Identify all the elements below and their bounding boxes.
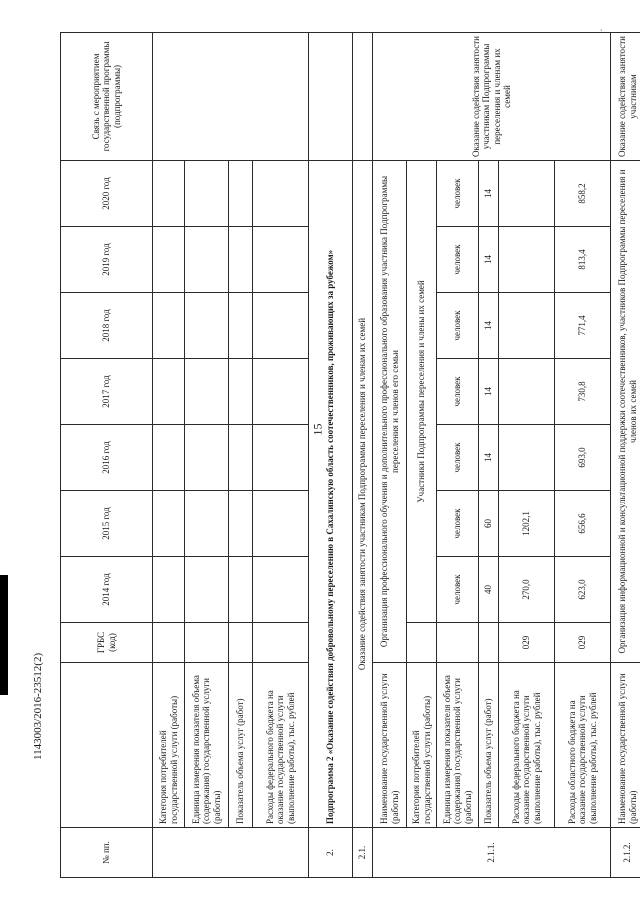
header-year: 2015 год xyxy=(61,491,153,557)
row-label: Расходы федерального бюджета на оказание государственной услуги (выполнение работы), тыс. рублей xyxy=(499,663,555,828)
row-number: 2.1.1. xyxy=(373,828,611,878)
footer-document-code: 1143003/2016-23512(2) xyxy=(32,652,44,760)
row-label: Показатель объема услуг (работ) xyxy=(229,663,253,828)
regional-cell: 813,4 xyxy=(555,227,611,293)
rotated-table-container xyxy=(60,33,638,878)
row-label: Расходы областного бюджета на оказание государственной услуги (выполнение работы), тыс. рублей xyxy=(555,663,611,828)
header-year: 2016 год xyxy=(61,425,153,491)
header-year: 2014 год xyxy=(61,557,153,623)
unit-cell: человек xyxy=(437,557,479,623)
grbs-cell: 029 xyxy=(555,623,611,663)
service-name: Организация информационной и консультационной поддержки соотечественников, участников Подпрограммы переселения и членов их семей xyxy=(611,161,640,663)
volume-cell: 14 xyxy=(479,425,499,491)
link-cell: Оказание содействия занятости участникам xyxy=(611,33,640,161)
row-label: Единица измерения показателя объема (содержания) государственной услуги (работы) xyxy=(437,663,479,828)
federal-cell xyxy=(499,161,555,227)
row-number: 2.1. xyxy=(353,828,373,878)
header-year: 2017 год xyxy=(61,359,153,425)
page-mark: · xyxy=(600,26,603,35)
row-number: 2. xyxy=(309,828,353,878)
volume-cell: 14 xyxy=(479,293,499,359)
federal-cell xyxy=(499,293,555,359)
federal-cell xyxy=(499,227,555,293)
row-label: Показатель объема услуг (работ) xyxy=(479,663,499,828)
cell-no-empty xyxy=(153,828,309,878)
volume-cell: 60 xyxy=(479,491,499,557)
program-table xyxy=(60,32,640,878)
subprogram-row xyxy=(309,33,353,878)
header-year: 2018 год xyxy=(61,293,153,359)
header-no: № пп. xyxy=(61,828,153,878)
row-label: Расходы федерального бюджета на оказание государственной услуги (выполнение работы), тыс. рублей xyxy=(253,663,309,828)
volume-cell: 14 xyxy=(479,359,499,425)
row-label: Категория потребителей государственной услуги (работы) xyxy=(407,663,437,828)
row-label: Единица измерения показателя объема (содержания) государственной услуги (работы) xyxy=(185,663,229,828)
section-title: Оказание содействия занятости участникам Подпрограммы переселения и членам их семей xyxy=(353,161,373,828)
regional-cell: 730,8 xyxy=(555,359,611,425)
unit-cell: человек xyxy=(437,293,479,359)
scan-edge-bar xyxy=(0,575,8,695)
category-value: Участники Подпрограммы переселения и члены их семей xyxy=(407,161,437,623)
federal-cell xyxy=(499,425,555,491)
header-grbs: ГРБС (код) xyxy=(61,623,153,663)
federal-cell: 270,0 xyxy=(499,557,555,623)
header-link: Связь с мероприятием государственной программы (подпрограммы) xyxy=(61,33,153,161)
table-row xyxy=(153,33,185,878)
unit-cell: человек xyxy=(437,491,479,557)
row-label: Наименование государственной услуги (работы) xyxy=(373,663,407,828)
header-year: 2020 год xyxy=(61,161,153,227)
regional-cell: 656,6 xyxy=(555,491,611,557)
federal-cell: 1202,1 xyxy=(499,491,555,557)
volume-cell: 14 xyxy=(479,161,499,227)
link-cell: Оказание содействия занятости участникам Подпрограммы переселения и членам их семей xyxy=(373,33,611,161)
subprogram-title: Подпрограмма 2 «Оказание содействия добровольному переселению в Сахалинскую область соотечественников, проживающих за рубежом» xyxy=(309,161,353,828)
regional-cell: 771,4 xyxy=(555,293,611,359)
page-number: 15 xyxy=(310,423,325,436)
unit-cell: человек xyxy=(437,227,479,293)
unit-cell: человек xyxy=(437,359,479,425)
row-label: Категория потребителей государственной услуги (работы) xyxy=(153,663,185,828)
regional-cell: 623,0 xyxy=(555,557,611,623)
grbs-cell: 029 xyxy=(499,623,555,663)
volume-cell: 14 xyxy=(479,227,499,293)
service-name: Организация профессионального обучения и дополнительного профессионального образования участника Подпрограммы переселения и членов его семьи xyxy=(373,161,407,663)
volume-cell: 40 xyxy=(479,557,499,623)
header-year: 2019 год xyxy=(61,227,153,293)
header-name xyxy=(61,663,153,828)
unit-cell: человек xyxy=(437,161,479,227)
table-row xyxy=(611,33,640,878)
regional-cell: 693,0 xyxy=(555,425,611,491)
section-row xyxy=(353,33,373,878)
unit-cell: человек xyxy=(437,425,479,491)
federal-cell xyxy=(499,359,555,425)
header-row xyxy=(61,33,153,878)
row-label: Наименование государственной услуги (работы) xyxy=(611,663,640,828)
cell-link-empty xyxy=(153,33,309,161)
regional-cell: 858,2 xyxy=(555,161,611,227)
table-row xyxy=(373,33,407,878)
row-number: 2.1.2. xyxy=(611,828,640,878)
